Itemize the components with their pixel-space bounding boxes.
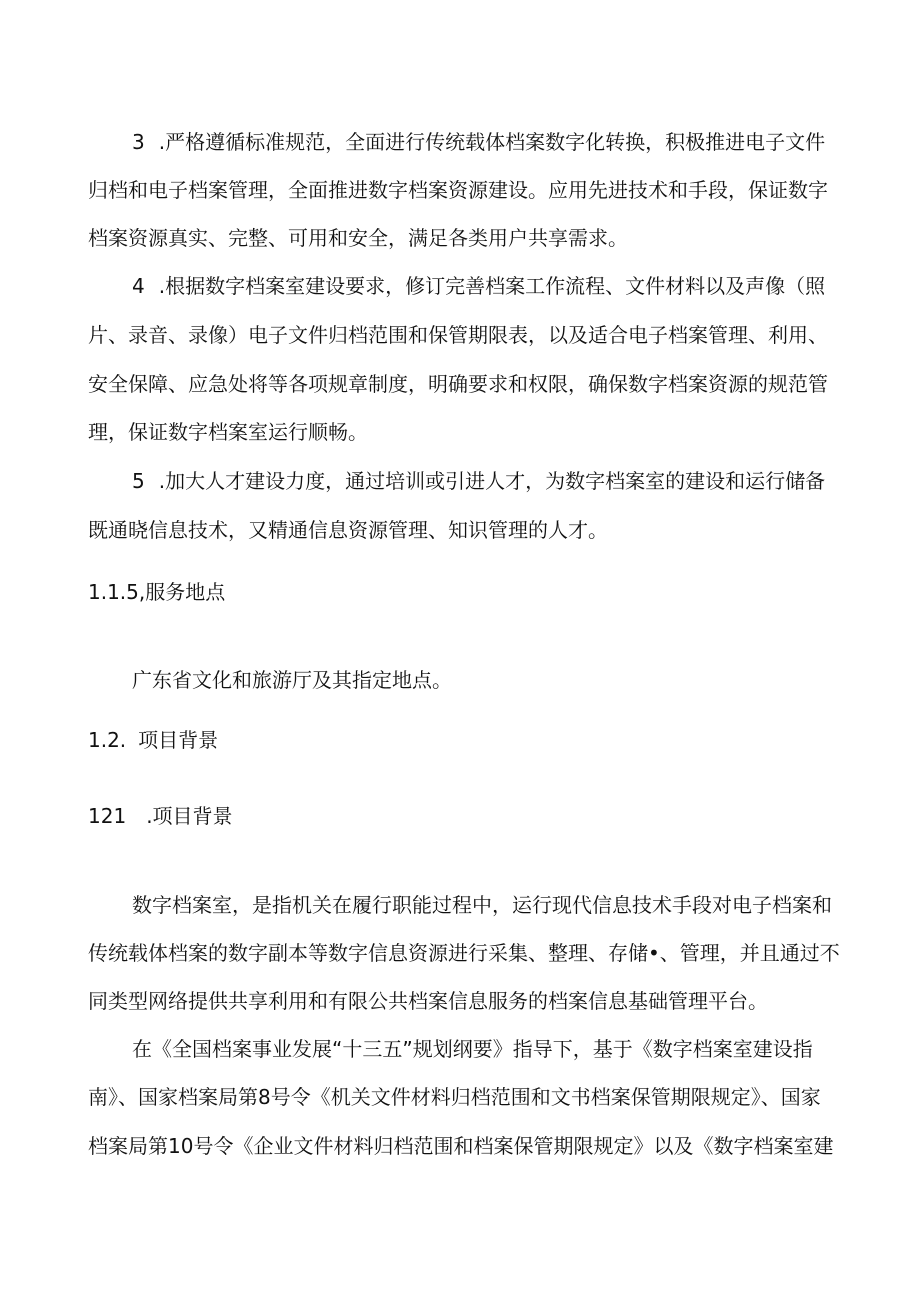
- section-heading-1-2-1-title: .项目背景: [146, 804, 233, 828]
- list-item-3-number: 3: [132, 130, 145, 154]
- list-item-5-text-1: .加大人才建设力度，通过培训或引进人才，为数字档案室的建设和运行储备: [158, 469, 826, 493]
- list-item-3-line-2: 归档和电子档案管理，全面推进数字档案资源建设。应用先进技术和手段，保证数字: [88, 178, 828, 202]
- list-item-3-line-3: 档案资源真实、完整、可用和安全，满足各类用户共享需求。: [88, 226, 628, 250]
- section-heading-1-2-1: [88, 800, 233, 829]
- list-item-5-line-2: 既通晓信息技术，又精通信息资源管理、知识管理的人才。: [88, 518, 608, 542]
- definition-paragraph-line-2: 传统载体档案的数字副本等数字信息资源进行采集、整理、存储•、管理，并且通过不: [88, 941, 840, 965]
- service-location-text: 广东省文化和旅游厅及其指定地点。: [132, 668, 452, 692]
- list-item-4-line-4: 理，保证数字档案室运行顺畅。: [88, 420, 368, 444]
- list-item-4-line-2: 片、录音、录像）电子文件归档范围和保管期限表，以及适合电子档案管理、利用、: [88, 323, 828, 347]
- list-item-4-line-3: 安全保障、应急处将等各项规章制度，明确要求和权限，确保数字档案资源的规范管: [88, 372, 828, 396]
- section-heading-1-2-number: 1.2.: [88, 728, 127, 752]
- list-item-3-text-1: .严格遵循标准规范，全面进行传统载体档案数字化转换，积极推进电子文件: [158, 130, 826, 154]
- guidance-paragraph-line-2: 南》、国家档案局第8号令《机关文件材料归档范围和文书档案保管期限规定》、国家: [88, 1085, 821, 1109]
- definition-paragraph-line-3: 同类型网络提供共享利用和有限公共档案信息服务的档案信息基础管理平台。: [88, 989, 768, 1013]
- list-item-4-number: 4: [132, 274, 145, 298]
- definition-paragraph-line-1: 数字档案室，是指机关在履行职能过程中，运行现代信息技术手段对电子档案和: [132, 893, 832, 917]
- guidance-paragraph-line-1: 在《全国档案事业发展“十三五”规划纲要》指导下，基于《数字档案室建设指: [132, 1037, 813, 1061]
- guidance-paragraph-line-3: 档案局第10号令《企业文件材料归档范围和档案保管期限规定》以及《数字档案室建: [88, 1134, 834, 1158]
- list-item-5-line-1: [132, 465, 825, 494]
- list-item-4-line-1: [132, 270, 825, 299]
- section-heading-1-2-1-number: 121: [88, 804, 127, 828]
- list-item-4-text-1: .根据数字档案室建设要求，修订完善档案工作流程、文件材料以及声像（照: [158, 274, 826, 298]
- list-item-3-line-1: [132, 126, 825, 155]
- list-item-5-number: 5: [132, 469, 145, 493]
- section-heading-1-2: [88, 724, 218, 753]
- section-heading-1-2-title: 项目背景: [138, 728, 219, 752]
- section-heading-1-1-5: 1.1.5,服务地点: [88, 580, 226, 604]
